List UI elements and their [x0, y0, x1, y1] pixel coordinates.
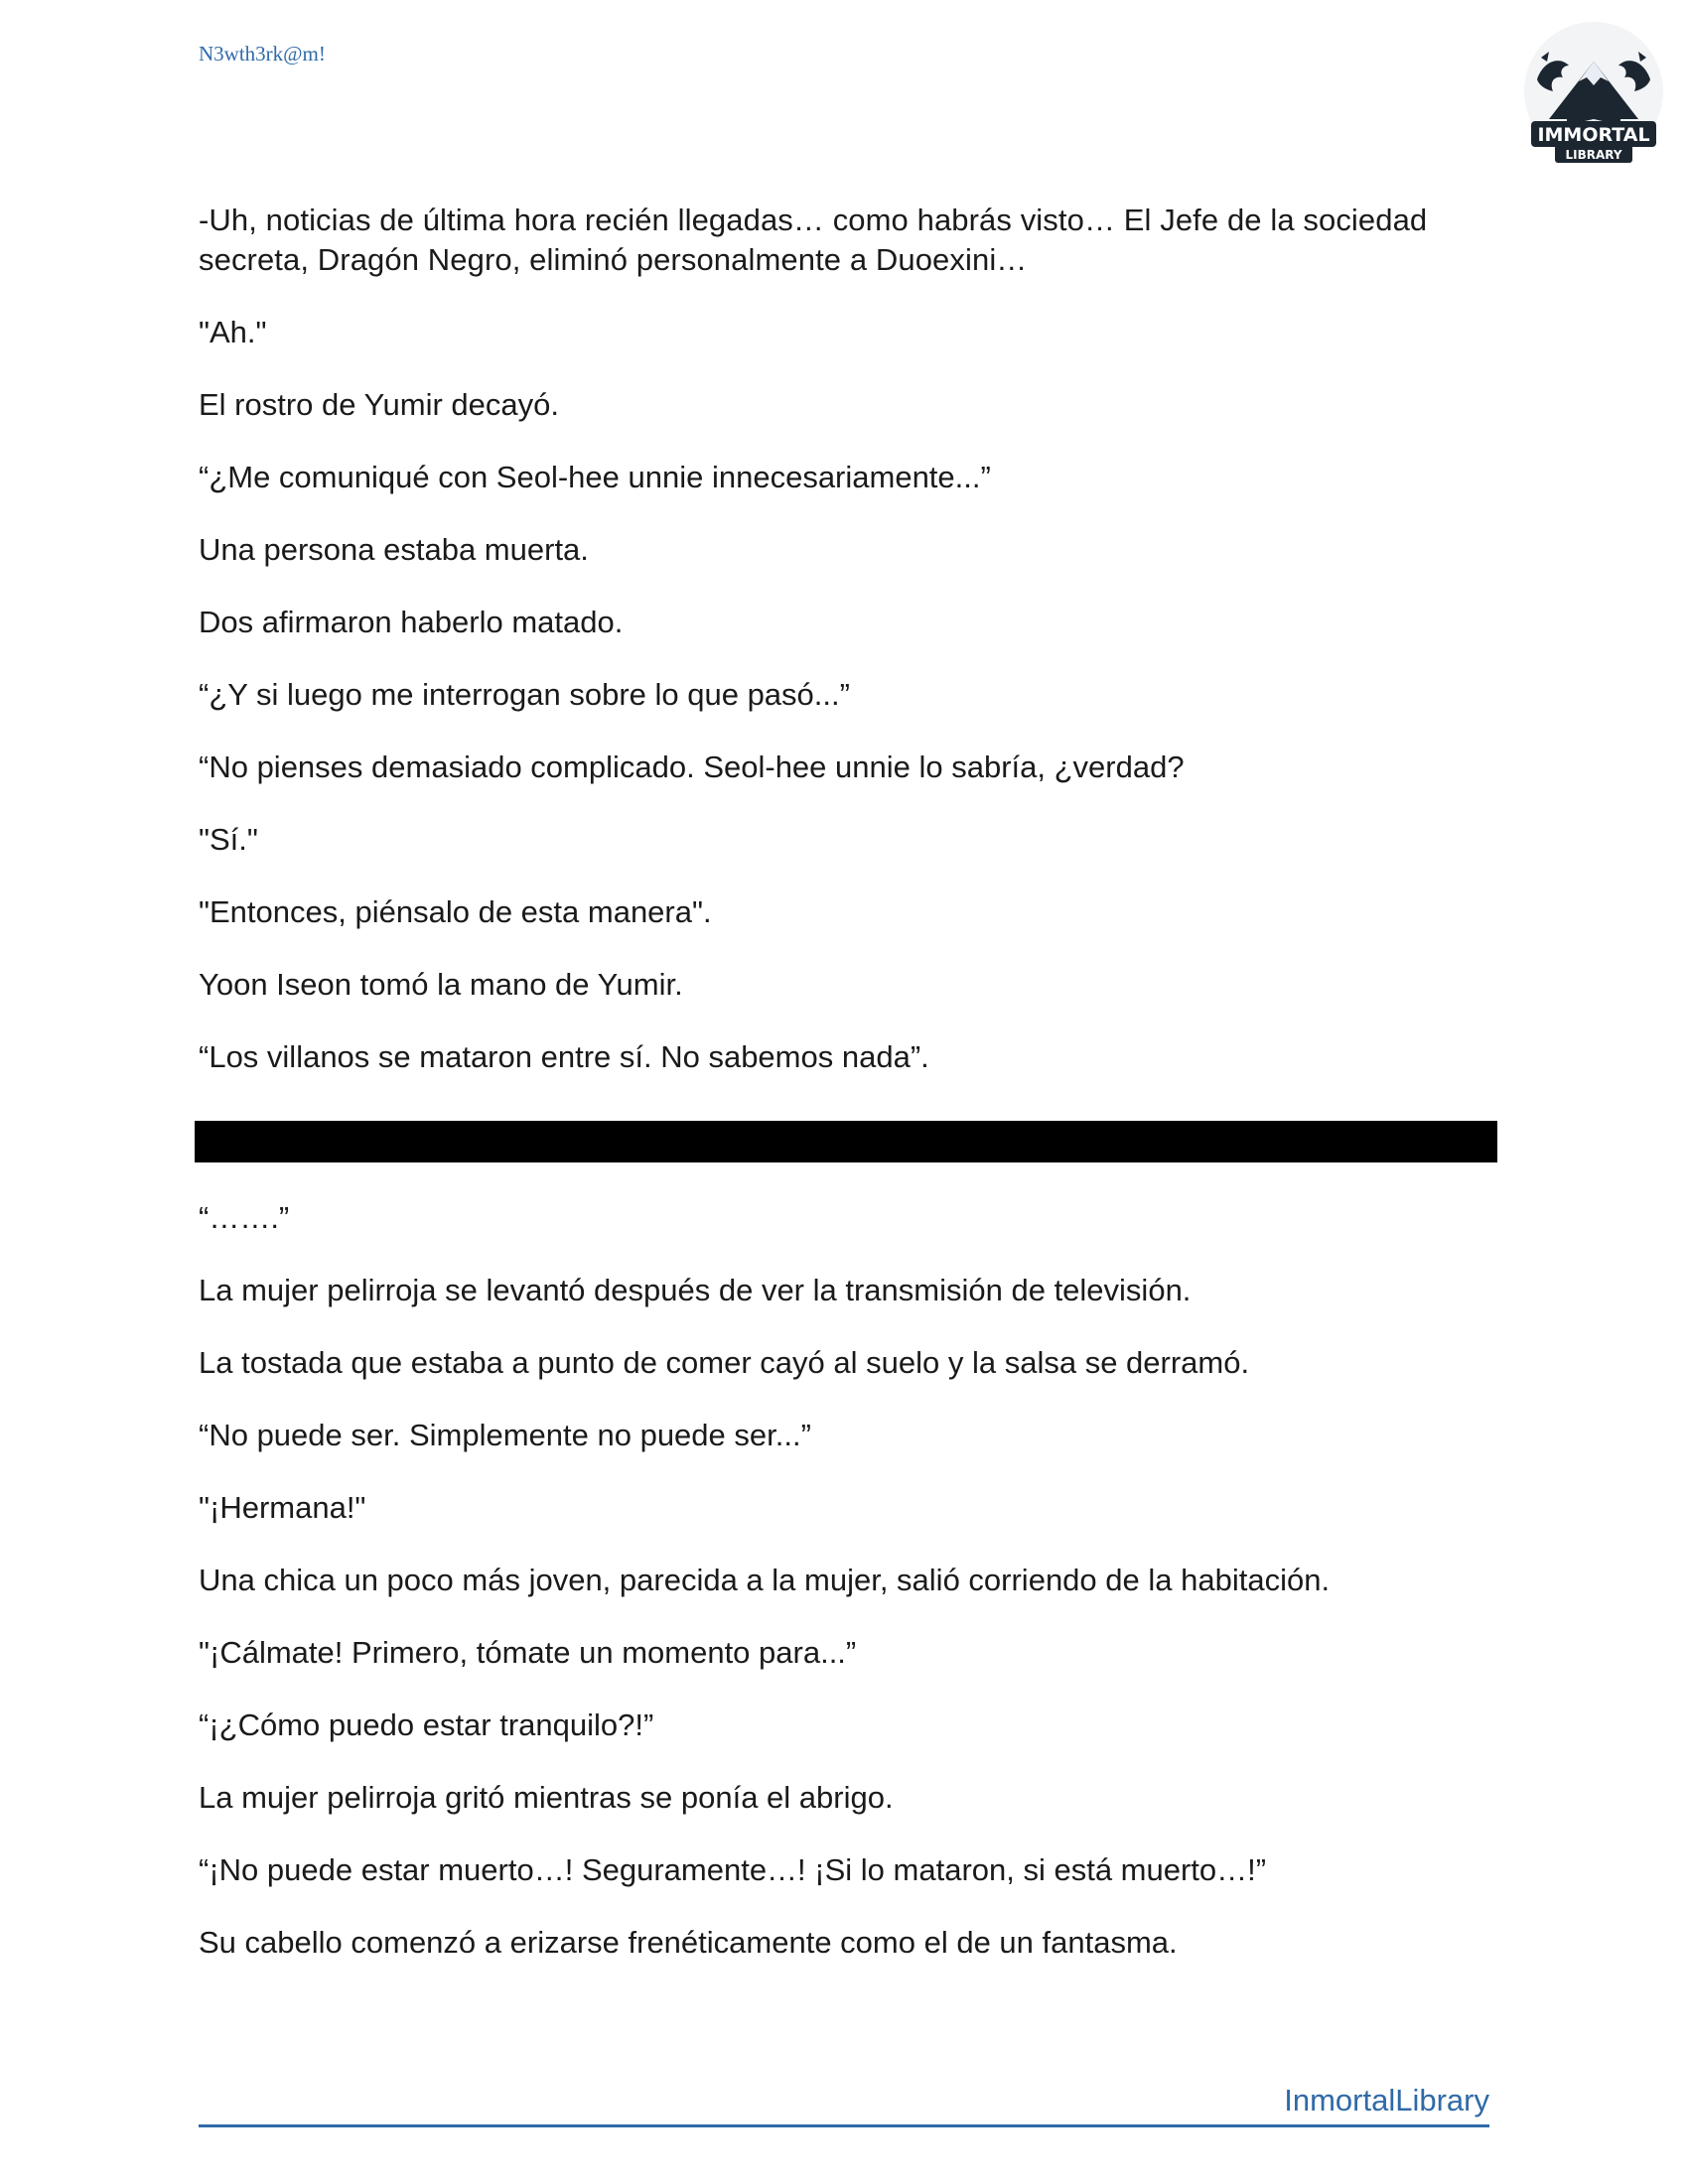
paragraph: Su cabello comenzó a erizarse frenéticamente como el de un fantasma. [199, 1925, 1178, 1960]
paragraph: "¡Cálmate! Primero, tómate un momento para...” [199, 1635, 857, 1670]
paragraph: La tostada que estaba a punto de comer cayó al suelo y la salsa se derramó. [199, 1345, 1250, 1380]
paragraph: La mujer pelirroja se levantó después de ver la transmisión de televisión. [199, 1273, 1192, 1307]
scene-break-bar [195, 1121, 1497, 1162]
paragraph: "Entonces, piénsalo de esta manera". [199, 894, 712, 929]
paragraph: "Sí." [199, 822, 258, 857]
header-tag: N3wth3rk@m! [199, 42, 326, 66]
paragraph: “¿Me comuniqué con Seol-hee unnie innecesariamente...” [199, 460, 991, 494]
document-body [199, 201, 1499, 1995]
immortal-library-logo [1519, 22, 1668, 171]
paragraph: Dos afirmaron haberlo matado. [199, 605, 624, 639]
paragraph: -Uh, noticias de última hora recién llegadas… como habrás visto… El Jefe de la sociedad secreta, Dragón Negro, eliminó personalmente a Duoexini… [199, 203, 1428, 277]
footer-link[interactable]: InmortalLibrary [1284, 2083, 1489, 2117]
paragraph: “No pienses demasiado complicado. Seol-hee unnie lo sabría, ¿verdad? [199, 750, 1185, 784]
paragraph: “No puede ser. Simplemente no puede ser...” [199, 1418, 811, 1452]
paragraph: La mujer pelirroja gritó mientras se ponía el abrigo. [199, 1780, 894, 1815]
paragraph: Una persona estaba muerta. [199, 532, 589, 567]
paragraph: “…….” [199, 1200, 290, 1235]
paragraph: “¡¿Cómo puedo estar tranquilo?!” [199, 1707, 654, 1742]
paragraph: “Los villanos se mataron entre sí. No sabemos nada”. [199, 1039, 929, 1074]
paragraph: Una chica un poco más joven, parecida a la mujer, salió corriendo de la habitación. [199, 1563, 1331, 1597]
paragraph: “¿Y si luego me interrogan sobre lo que pasó...” [199, 677, 850, 712]
logo-text-line2: LIBRARY [1565, 148, 1622, 162]
paragraph: "¡Hermana!" [199, 1490, 366, 1525]
paragraph: "Ah." [199, 315, 267, 349]
paragraph: “¡No puede estar muerto…! Seguramente…! ¡Si lo mataron, si está muerto…!” [199, 1852, 1267, 1887]
paragraph: El rostro de Yumir decayó. [199, 387, 559, 422]
logo-emblem-icon [1519, 22, 1668, 171]
paragraph: Yoon Iseon tomó la mano de Yumir. [199, 967, 683, 1002]
page-footer [199, 2083, 1489, 2127]
logo-text-line1: IMMORTAL [1537, 124, 1650, 146]
